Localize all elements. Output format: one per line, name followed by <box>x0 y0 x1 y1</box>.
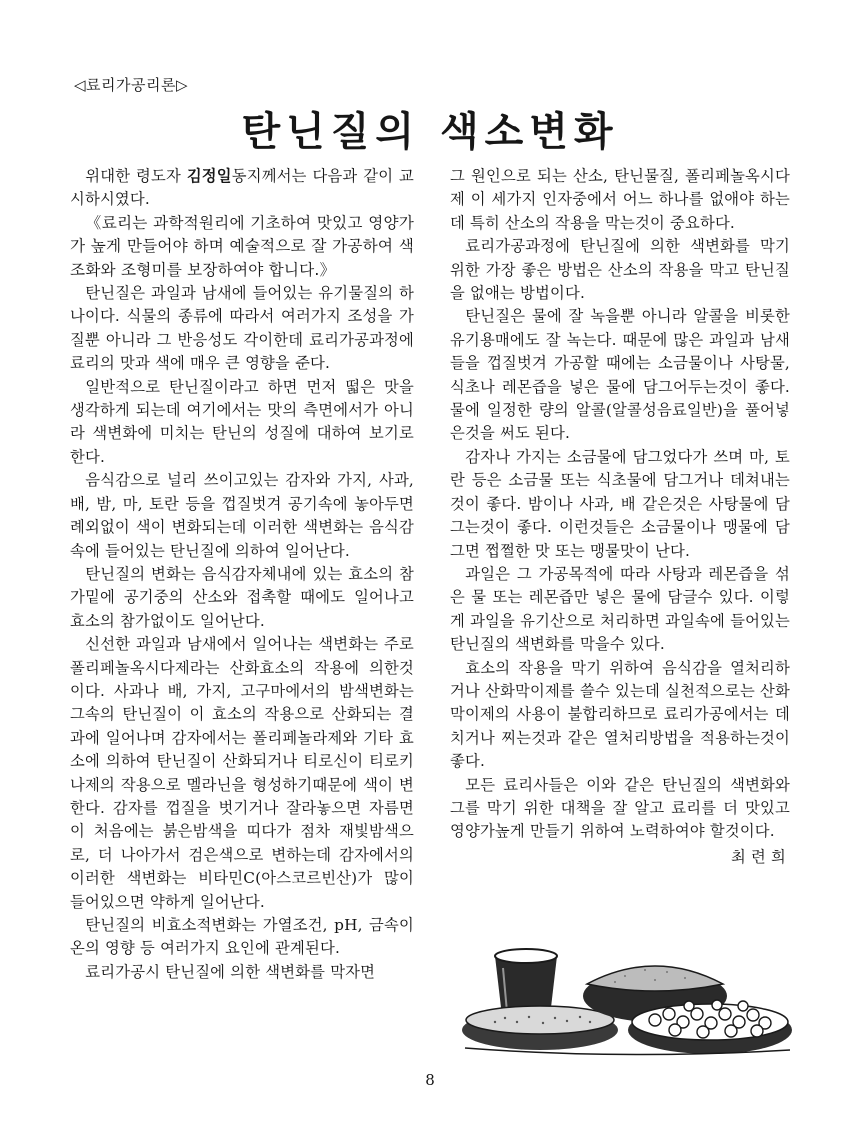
paragraph: 그 원인으로 되는 산소, 탄닌물질, 폴리페놀옥시다제 이 세가지 인자중에서 어느 하나를 없애야 하는데 특히 산소의 작용을 막는것이 중요하다. <box>450 167 790 232</box>
paragraph: 과일은 그 가공목적에 따라 사탕과 레몬즙을 섞은 물 또는 레몬즙만 넣은 물에 담글수 있다. 이렇게 과일을 유기산으로 처리하면 과일속에 들어있는 탄닌질의 색변화를 막을수 있다. <box>450 564 790 654</box>
section-label: ◁료리가공리론▷ <box>74 76 189 94</box>
paragraph: 탄닌질은 물에 잘 녹을뿐 아니라 알콜을 비롯한 유기용매에도 잘 녹는다. 때문에 많은 과일과 남새들을 껍질벗겨 가공할 때에는 소금물이나 사탕물, 식초나 레몬즙을 넣은 물에 담그어두는것이 좋다. 물에 일정한 량의 알콜(알콜성음료일반)을 풀어넣은것을 써도 된다. <box>450 307 790 443</box>
page-title: 탄닌질의 색소변화 <box>241 109 619 155</box>
paragraph: 료리가공시 탄닌질에 의한 색변화를 막자면 <box>85 962 376 981</box>
left-column <box>70 165 414 984</box>
page-number: 8 <box>425 1071 435 1089</box>
paragraph: 효소의 작용을 막기 위하여 음식감을 열처리하거나 산화막이제를 쓸수 있는데 실천적으로는 산화막이제의 사용이 불합리하므로 료리가공에서는 데치거나 찌는것과 같은 열처리방법을 적용하는것이 좋다. <box>450 658 790 771</box>
leader-name: 김정일 <box>186 167 232 185</box>
paragraph-intro: 위대한 령도자 김정일동지께서는 다음과 같이 교시하시였다. <box>70 167 414 209</box>
paragraph: 감자나 가지는 소금물에 담그었다가 쓰며 마, 토란 등은 소금물 또는 식초물에 담그거나 데쳐내는것이 좋다. 밤이나 사과, 배 같은것은 사탕물에 담그는것이 좋다. 이런것들은 소금물이나 맹물에 담그면 쩝쩔한 맛 또는 맹물맛이 난다. <box>450 447 790 560</box>
paragraph: 신선한 과일과 남새에서 일어나는 색변화는 주로 폴리페놀옥시다제라는 산화효소의 작용에 의한것이다. 사과나 배, 가지, 고구마에서의 밤색변화는 그속의 탄닌질이 이 효소의 작용으로 산화되는 결과에 일어나며 감자에서는 폴리페놀라제와 기타 효소에 의하여 탄닌질이 산화되거나 티로신이 티로키나제의 작용으로 멜라닌을 형성하기때문에 색이 변한다. 감자를 껍질을 벗기거나 잘라놓으면 자름면이 처음에는 붉은밤색을 띠다가 점차 재빛밤색으로, 더 나아가서 검은색으로 변하는데 감자에서의 이러한 색변화는 비타민C(아스코르빈산)가 많이 들어있으면 약하게 일어난다. <box>70 635 414 911</box>
paragraph: 모든 료리사들은 이와 같은 탄닌질의 색변화와 그를 막기 위한 대책을 잘 알고 료리를 더 맛있고 영양가높게 만들기 위하여 노력하여야 할것이다. <box>450 775 790 841</box>
paragraph: 탄닌질의 비효소적변화는 가열조건, pH, 금속이온의 영향 등 여러가지 요인에 관계된다. <box>70 916 414 958</box>
paragraph: 탄닌질은 과일과 남새에 들어있는 유기물질의 하나이다. 식물의 종류에 따라서 여러가지 조성을 가질뿐 아니라 그 반응성도 각이한데 료리가공과정에 료리의 맛과 색에 매우 큰 영향을 준다. <box>70 284 414 373</box>
bowls-of-grain-and-beans-illustration <box>455 938 795 1058</box>
paragraph: 일반적으로 탄닌질이라고 하면 먼저 떫은 맛을 생각하게 되는데 여기에서는 맛의 측면에서가 아니라 색변화에 미치는 탄닌의 성질에 대하여 보기로 한다. <box>70 377 414 466</box>
author-name: 최 련 희 <box>730 847 786 866</box>
paragraph: 료리가공과정에 탄닌질에 의한 색변화를 막기 위한 가장 좋은 방법은 산소의 작용을 막고 탄닌질을 없애는 방법이다. <box>450 237 790 303</box>
paragraph: 음식감으로 널리 쓰이고있는 감자와 가지, 사과, 배, 밤, 마, 토란 등을 껍질벗겨 공기속에 놓아두면 례외없이 색이 변화되는데 이러한 색변화는 음식감속에 들어있는 탄닌질에 의하여 일어난다. <box>70 471 414 560</box>
paragraph: 탄닌질의 변화는 음식감자체내에 있는 효소의 참가밑에 공기중의 산소와 접촉할 때에도 일어나고 효소의 참가없이도 일어난다. <box>70 564 414 630</box>
paragraph-quote: 《료리는 과학적원리에 기초하여 맛있고 영양가가 높게 만들어야 하며 예술적으로 잘 가공하여 색조화와 조형미를 보장하여야 합니다.》 <box>70 213 414 279</box>
right-column <box>450 165 790 869</box>
